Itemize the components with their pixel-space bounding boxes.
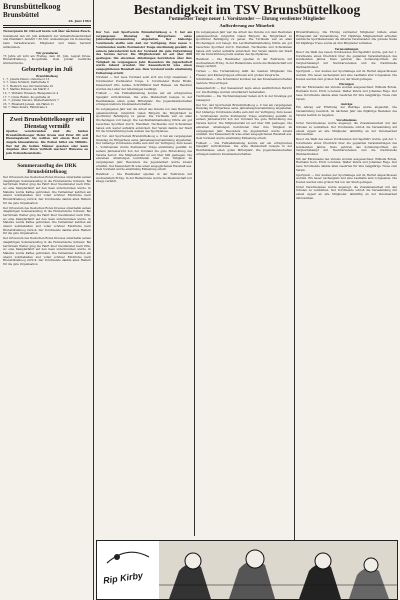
comic-logo-icon	[97, 543, 159, 573]
masthead-date: 26. Juni 1963	[68, 19, 91, 23]
right-text4: Ein Antrag auf Erhöhung der Beiträge wurde abgelehnt. Die Versammlung beschloß, im nächsten Jahr das 60jährige Bestehen des Vereins festlich zu begehen.	[296, 105, 397, 117]
left-intro: Tierarzpraxis Dr. Ohl seit heute voll über nächsten Zweck.	[3, 29, 91, 33]
trip-heading: Sommerausflug des DRK Brunsbüttelkoog	[17, 162, 77, 176]
right-article: Brunsbüttelkoog. Die Ehrung verdienter Mitglieder bildete einen Höhepunkt der Versammlung. Für 25jährige Mitgliedschaft erhielten zahlreiche Sportkameraden die silberne Vereinsnadel. Die goldene Nadel für 40jährige Treue wurde an drei Mitglieder verliehen.	[296, 31, 397, 46]
center-col2-text-d: Schwimmen — Die Schwimmer konnten bei den Kreismeisterschaften mehrere Titel erringen.	[196, 77, 292, 86]
right-section4: Verschiedenes	[336, 118, 357, 123]
center-col1-text-d: Im vergangenen Jahr war die Arbeit des Vereins von dem Bestreben gekennzeichnet, möglichst vielen Bürgern die Möglichkeit zu sportlicher Betätigung zu geben. Die Turnhalle war an allen Wochentagen voll belegt. Die Leichtathletikabteilung führte ein gut besuchtes Sportfest durch. Handball, Tischtennis und Schwimmen haben sich weiter aufwärts entwickelt. Der Verein dankte der Stadt für die Unterstützung beim Ausbau des Sportplatzes.	[96, 107, 192, 134]
headline-subhead: Postmeister Tonge neuer 1. Vorsitzender — Ehrung verdienter Mitglieder	[168, 17, 326, 22]
column-divider	[294, 31, 295, 600]
column-divider	[93, 0, 94, 600]
right-section3: Anträge	[340, 102, 353, 107]
center-column-2	[196, 31, 292, 158]
right-text1: Bevor die Wahl des neuen Vorsitzenden durchgeführt wurde, gab der 1. Vorsitzende einen Überblick über die geplanten Veranstaltungen des kommenden Jahres. Dazu gehören das Sommersportfest, ein Vergleichskampf mit Nachbarvereinen und die traditionelle Weihnachtsfeier.	[296, 49, 397, 69]
center-col2-text-g: Der Vor- und Sportverein Brunsbüttelkoog e. V. hat am vergangenen Dienstag im Bürgerhaus seine Jahreshauptversammlung abgehalten. Der bisherige Vorsitzende stellte sein Amt zur Verfügung. Zum neuen 1. Vorsitzenden wurde Postmeister Tonge einstimmig gewählt. In seinem Jahresbericht hob der Vorstand die gute Entwicklung des Vereins hervor. Die Mitgliederzahl ist auf über 600 gestiegen. Die einzelnen Abteilungen berichteten über ihre Tätigkeit im vergangenen Jahr. Besonders die Jugendarbeit wurde lobend erwähnt. Der Kassenbericht wies einen ausgeglichenen Haushalt aus. Dem Vorstand wurde einstimmig Entlastung erteilt.	[196, 102, 292, 140]
comic-panel	[97, 541, 160, 599]
left-column	[3, 0, 91, 268]
jubilee-heading: Wir gratulieren	[35, 50, 59, 55]
center-col2-text: Im vergangenen Jahr war die Arbeit des Vereins von dem Bestreben gekennzeichnet, möglichst vielen Bürgern die Möglichkeit zu sportlicher Betätigung zu geben. Die Turnhalle war an allen Wochentagen voll belegt. Die Leichtathletikabteilung führte ein gut besuchtes Sportfest durch. Handball, Tischtennis und Schwimmen haben sich weiter aufwärts entwickelt. Der Verein dankte der Stadt für die Unterstützung beim Ausbau des Sportplatzes.	[196, 31, 292, 57]
list-item: 1. 7. Johann Peters, Ostermoor 15	[3, 76, 50, 81]
center-col2-text-c: Turnen — Die Turnabteilung zählt die meisten Mitglieder. Die Frauen- und Kindergruppen erfreuen sich großen Zuspruchs.	[196, 69, 292, 77]
right-text8: Sportplatz — Der Ausbau der Sportanlage soll im Herbst abgeschlossen werden. Ein neuer Aschenplatz und eine Laufbahn sind vorgesehen. Die Kosten werden zum großen Teil von der Stadt getragen.	[296, 172, 397, 184]
list-item: 30. 7. Hans Peters, Fährstraße 2	[3, 105, 48, 110]
masthead-left-subtitle: Brunsbüttel	[3, 11, 39, 19]
right-section2: Ehrungen	[339, 82, 354, 87]
right-text7: Mit der Ehrennadel des Vereins wurden ausgezeichnet: Wilhelm Rohde, Hermann Kock, Erich Lorenzen, Walter Peters und Johannes Ruge. Der neue Vorsitzende dankte allen Geehrten für ihre langjährige Treue zum Verein.	[296, 156, 397, 172]
list-item: 21. 7. Johann Sievers, Westerbelmhorn 7	[3, 98, 59, 103]
comic-title: Rip Kirby	[102, 570, 144, 586]
center-col1-text-e: Der Vor- und Sportverein Brunsbüttelkoog e. V. hat am vergangenen Dienstag im Bürgerhaus seine Jahreshauptversammlung abgehalten. Der bisherige Vorsitzende stellte sein Amt zur Verfügung. Zum neuen 1. Vorsitzenden wurde Postmeister Tonge einstimmig gewählt. In seinem Jahresbericht hob der Vorstand die gute Entwicklung des Vereins hervor. Die Mitgliederzahl ist auf über 600 gestiegen. Die einzelnen Abteilungen berichteten über ihre Tätigkeit im vergangenen Jahr. Besonders die Jugendarbeit wurde lobend erwähnt. Der Kassenbericht wies einen ausgeglichenen Haushalt aus. Dem Vorstand wurde einstimmig Entlastung erteilt.	[96, 133, 192, 172]
right-text5: Unter Verschiedenes wurde angeregt, die Zusammenarbeit mit den Schulen zu verstärken. Der Vorsitzende schloß die Versammlung mit einem Appell an alle Mitglieder, tatkräftig an der Vereinsarbeit mitzuwirken.	[296, 121, 397, 137]
boxed-article	[3, 113, 91, 160]
center-col1-text: Der Vor- und Sportverein Brunsbüttelkoog e. V. hat am vergangenen Dienstag im Bürgerhaus seine Jahreshauptversammlung abgehalten. Der bisherige Vorsitzende stellte sein Amt zur Verfügung. Zum neuen 1. Vorsitzenden wurde Postmeister Tonge einstimmig gewählt. In seinem Jahresbericht hob der Vorstand die gute Entwicklung des Vereins hervor. Die Mitgliederzahl ist auf über 600 gestiegen. Die einzelnen Abteilungen berichteten über ihre Tätigkeit im vergangenen Jahr. Besonders die Jugendarbeit wurde lobend erwähnt. Der Kassenbericht wies einen ausgeglichenen Haushalt aus. Dem Vorstand wurde einstimmig Entlastung erteilt.	[96, 31, 192, 75]
left-article1: Sonnabend den 29. Juni anlässlich der Verkehrsfreundlichkeit und Pfalzfahrt. Abfahrt 7.30 Uhr. Anmeldungen bis Donnerstag beim Verkehrsverein. Mitglieder und Gäste herzlich willkommen.	[3, 33, 91, 49]
center-col2-text-b: Handball — Die Handballer spielten in der Feldrunde mit wechselndem Erfolg. In der Hallenrunde wurde die Meisterschaft nur knapp verfehlt.	[196, 56, 292, 69]
list-item: 3. 7. Anna Schmidt, Delftstraße 8	[3, 80, 49, 85]
headline-block	[96, 2, 398, 29]
comic-strip	[96, 540, 398, 600]
list-item: 25. 7. Elisabeth Jensen, Am Hafen 11	[3, 101, 54, 106]
center-col2-text-e: Kassenbericht — Der Kassenwart legte einen ausführlichen Bericht vor. Die Beiträge wurden unverändert beibehalten.	[196, 85, 292, 94]
masthead-left-title: Brunsbüttelkoog	[3, 2, 61, 11]
comic-figures-icon	[159, 541, 397, 599]
column-divider	[194, 31, 195, 536]
center-column-1	[96, 31, 192, 185]
headline-title: Bestandigkeit im TSV Brunsbüttelkoog	[133, 2, 361, 17]
list-item: 5. 7. Heinrich Lau, Kirchenstraße 22	[3, 83, 54, 88]
list-item: 8. 7. Martha Rohwer, Am Markt 3	[3, 87, 49, 92]
center-col1-text-f: Handball — Die Handballer spielten in der Feldrunde mit wechselndem Erfolg. In der Hallenrunde wurde die Meisterschaft nur knapp verfehlt.	[96, 172, 192, 184]
center-col1-text-b: Vorstand — Der neue Vorstand setzt sich wie folgt zusammen: 1. Vorsitzender Postmeister Tonge, 2. Vorsitzender Heinz Bruhn, Kassenwart Otto Lemke, Schriftführer Karl Hansen. Als Beisitzer wurden die Leiter der Abteilungen bestätigt.	[96, 75, 192, 91]
right-text9: Unter Verschiedenes wurde angeregt, die Zusammenarbeit mit den Schulen zu verstärken. Der Vorsitzende schloß die Versammlung mit einem Appell an alle Mitglieder, tatkräftig an der Vereinsarbeit mitzuwirken.	[296, 184, 397, 200]
birthdays-subheading: Brunsbüttelkoog	[36, 73, 58, 78]
headline-subhead2: Aufforderung zur Mitarbeit	[219, 23, 275, 28]
jubilee-text: 75 Jahre alt wird am Freitag, dem 28. Juni, August Kruse, Brunsbüttelkoog, Koogstraße. Dem Jubilar herzliche Glückwünsche.	[3, 53, 91, 65]
right-column	[296, 31, 397, 201]
birthdays-heading: Geburtstage im Juli	[21, 66, 73, 73]
list-item: 17. 7. Grete Ramm, Koogstraße 41	[3, 94, 51, 99]
boxed-heading: Zwei Brunsbüttelkooger seit Dienstag vermißt	[9, 115, 85, 130]
right-section1: Veranstaltungen	[334, 46, 359, 51]
right-text2: Sportplatz — Der Ausbau der Sportanlage soll im Herbst abgeschlossen werden. Ein neuer Aschenplatz und eine Laufbahn sind vorgesehen. Die Kosten werden zum großen Teil von der Stadt getragen.	[296, 69, 397, 81]
center-col2-text-h: Fußball — Die Fußballabteilung konnte auf ein erfolgreiches Spieljahr zurückblicken. Die erste Mannschaft belegte in der Bezirksklasse einen guten Mittelplatz. Die Jugendmannschaften errangen mehrere Kreismeisterschaften.	[196, 140, 292, 156]
comic-panel	[159, 541, 397, 599]
trip-text-cont: Der Ortsverein des Deutschen Roten Kreuzes unternahm seinen diesjährigen Sommerausflug in die Holsteinische Schweiz. Bei herrlichem Wetter ging die Fahrt über Neumünster nach Plön, wo eine Dampferfahrt auf den Seen unternommen wurde. In Malente wurde Kaffee getrunken. Die Teilnehmer kehrten am Abend wohlbehalten und voller schöner Eindrücke nach Brunsbüttelkoog zurück. Der Vorsitzende dankte allen Helfern für die gute Organisation.	[3, 205, 91, 236]
list-item: 12. 7. Wilhelm Thiessen, Blangenmoor 4	[3, 91, 59, 95]
boxed-text: Spurlos verschwunden sind die beiden Brunsbüttelkooger Heinz Kraus und Peter Ott seit Dienstagabend. Sie wollten mit einem Boot zum Angeln hinausfahren. Die Polizei bittet um Mithilfe. Wer hat die beiden Männer gesehen oder kann Angaben über ihren Verbleib machen? Hinweise an jede Polizeidienststelle.	[6, 128, 88, 156]
masthead-rule	[3, 25, 91, 28]
birthday-list	[3, 78, 91, 110]
right-text6: Bevor die Wahl des neuen Vorsitzenden durchgeführt wurde, gab der 1. Vorsitzende einen Überblick über die geplanten Veranstaltungen des kommenden Jahres. Dazu gehören das Sommersportfest, ein Vergleichskampf mit Nachbarvereinen und die traditionelle Weihnachtsfeier.	[296, 137, 397, 156]
trip-text: Der Ortsverein des Deutschen Roten Kreuzes unternahm seinen diesjährigen Sommerausflug in die Holsteinische Schweiz. Bei herrlichem Wetter ging die Fahrt über Neumünster nach Plön, wo eine Dampferfahrt auf den Seen unternommen wurde. In Malente wurde Kaffee getrunken. Die Teilnehmer kehrten am Abend wohlbehalten und voller schöner Eindrücke nach Brunsbüttelkoog zurück. Der Vorsitzende dankte allen Helfern für die gute Organisation.	[3, 174, 91, 205]
center-col1-text-c: Fußball — Die Fußballabteilung konnte auf ein erfolgreiches Spieljahr zurückblicken. Die erste Mannschaft belegte in der Bezirksklasse einen guten Mittelplatz. Die Jugendmannschaften errangen mehrere Kreismeisterschaften.	[96, 91, 192, 107]
right-text3: Mit der Ehrennadel des Vereins wurden ausgezeichnet: Wilhelm Rohde, Hermann Kock, Erich Lorenzen, Walter Peters und Johannes Ruge. Der neue Vorsitzende dankte allen Geehrten für ihre langjährige Treue zum Verein.	[296, 85, 397, 101]
trip-text-cont2: Der Ortsverein des Deutschen Roten Kreuzes unternahm seinen diesjährigen Sommerausflug in die Holsteinische Schweiz. Bei herrlichem Wetter ging die Fahrt über Neumünster nach Plön, wo eine Dampferfahrt auf den Seen unternommen wurde. In Malente wurde Kaffee getrunken. Die Teilnehmer kehrten am Abend wohlbehalten und voller schöner Eindrücke nach Brunsbüttelkoog zurück. Der Vorsitzende dankte allen Helfern für die gute Organisation.	[3, 236, 91, 267]
center-col2-text-f: Tischtennis — Die Tischtennisspieler haben sich in der Kreisliga gut behauptet.	[196, 94, 292, 102]
